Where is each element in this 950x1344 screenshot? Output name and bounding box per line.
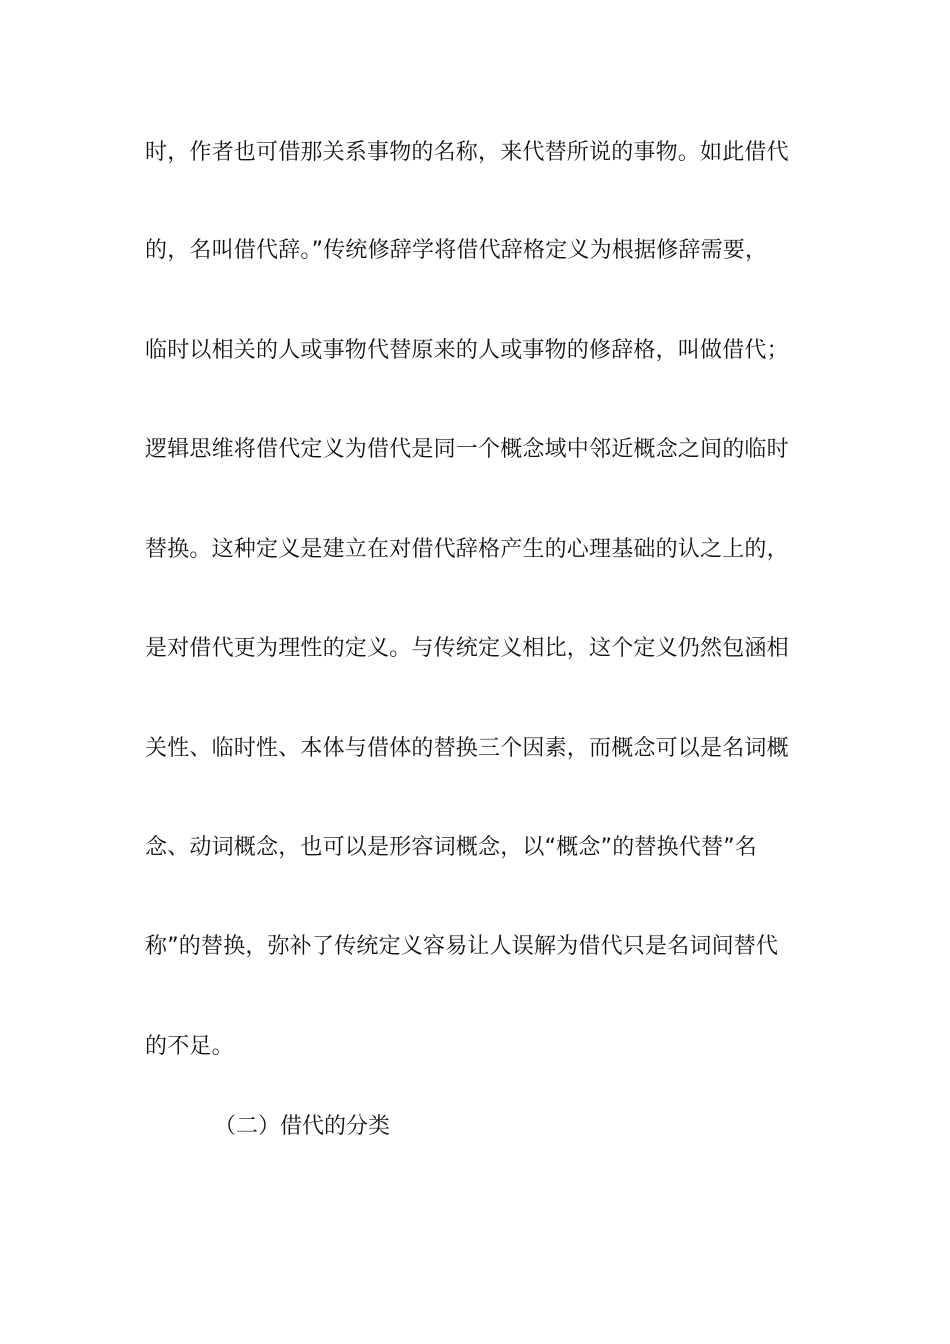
paragraph-line-1: 时，作者也可借那关系事物的名称，来代替所说的事物。如此借代 (145, 140, 789, 165)
paragraph-line-9: 称”的替换，弥补了传统定义容易让人误解为借代只是名词间替代 (145, 934, 779, 959)
paragraph-line-4: 逻辑思维将借代定义为借代是同一个概念域中邻近概念之间的临时 (145, 437, 789, 462)
paragraph-line-8: 念、动词概念，也可以是形容词概念，以“概念”的替换代替”名 (145, 835, 757, 860)
paragraph-line-6: 是对借代更为理性的定义。与传统定义相比，这个定义仍然包涵相 (145, 636, 789, 661)
paragraph-line-2: 的，名叫借代辞。”传统修辞学将借代辞格定义为根据修辞需要， (145, 238, 768, 263)
section-heading: （二）借代的分类 (214, 1114, 391, 1139)
paragraph-line-5: 替换。这种定义是建立在对借代辞格产生的心理基础的认之上的， (145, 537, 789, 562)
paragraph-line-10: 的不足。 (145, 1034, 234, 1059)
paragraph-line-7: 关性、临时性、本体与借体的替换三个因素，而概念可以是名词概 (145, 736, 789, 761)
paragraph-line-3: 临时以相关的人或事物代替原来的人或事物的修辞格，叫做借代； (145, 338, 789, 363)
